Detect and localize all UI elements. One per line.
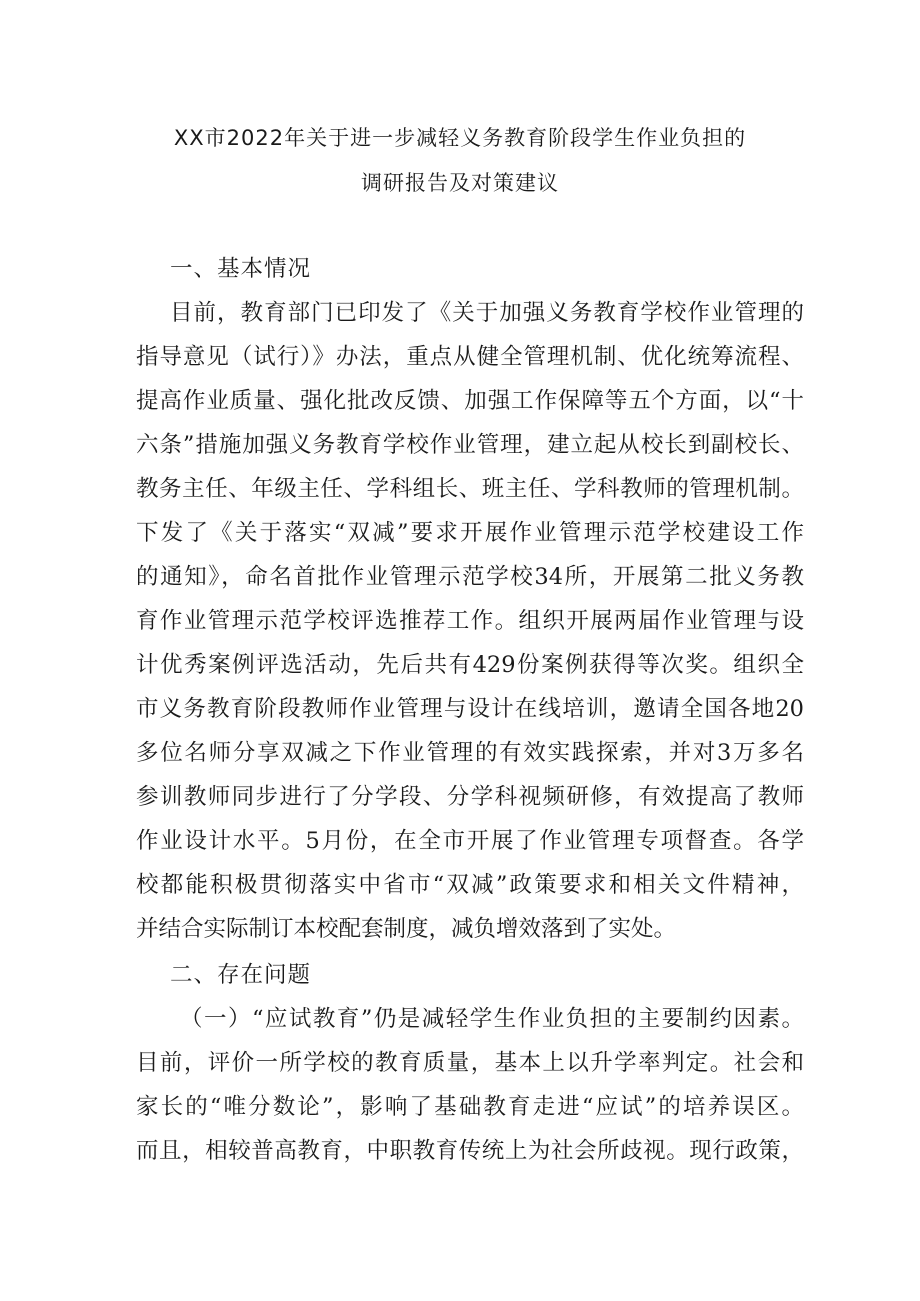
paragraph-line: 作业设计水平。5月份，在全市开展了作业管理专项督查。各学 (136, 828, 804, 854)
paragraph-line: 的通知》，命名首批作业管理示范学校34所，开展第二批义务教 (136, 564, 804, 590)
paragraph-line: 家长的“唯分数论”，影响了基础教育走进“应试”的培养误区。 (136, 1094, 804, 1120)
paragraph-line: 而且，相较普高教育，中职教育传统上为社会所歧视。现行政策， (136, 1138, 804, 1164)
paragraph-line: 提高作业质量、强化批改反馈、加强工作保障等五个方面，以“十 (136, 388, 804, 414)
paragraph-line: 教务主任、年级主任、学科组长、班主任、学科教师的管理机制。 (136, 476, 804, 502)
paragraph-line: 并结合实际制订本校配套制度，减负增效落到了实处。 (136, 916, 677, 942)
document-title-line-2: 调研报告及对策建议 (361, 171, 559, 195)
paragraph-line: 下发了《关于落实“双减”要求开展作业管理示范学校建设工作 (136, 520, 804, 546)
paragraph-line: 育作业管理示范学校评选推荐工作。组织开展两届作业管理与设 (136, 608, 804, 634)
paragraph-line: 参训教师同步进行了分学段、分学科视频研修，有效提高了教师 (136, 784, 804, 810)
section-heading-problems: 二、存在问题 (170, 962, 312, 988)
paragraph-line: 六条”措施加强义务教育学校作业管理，建立起从校长到副校长、 (136, 432, 804, 458)
paragraph-line: 目前，教育部门已印发了《关于加强义务教育学校作业管理的 (170, 300, 804, 326)
paragraph-line: 多位名师分享双减之下作业管理的有效实践探索，并对3万多名 (136, 740, 804, 766)
paragraph-line: 指导意见（试行）》办法，重点从健全管理机制、优化统筹流程、 (136, 344, 804, 370)
paragraph-line: 校都能积极贯彻落实中省市“双减”政策要求和相关文件精神， (136, 872, 804, 898)
paragraph-line: 计优秀案例评选活动，先后共有429份案例获得等次奖。组织全 (136, 652, 804, 678)
paragraph-line: 目前，评价一所学校的教育质量，基本上以升学率判定。社会和 (136, 1050, 804, 1076)
section-heading-basic-situation: 一、基本情况 (170, 256, 312, 282)
paragraph-line: 市义务教育阶段教师作业管理与设计在线培训，邀请全国各地20 (136, 696, 804, 722)
document-title-line-1: XX市2022年关于进一步减轻义务教育阶段学生作业负担的 (173, 126, 747, 150)
paragraph-line: （一）“应试教育”仍是减轻学生作业负担的主要制约因素。 (180, 1006, 804, 1032)
